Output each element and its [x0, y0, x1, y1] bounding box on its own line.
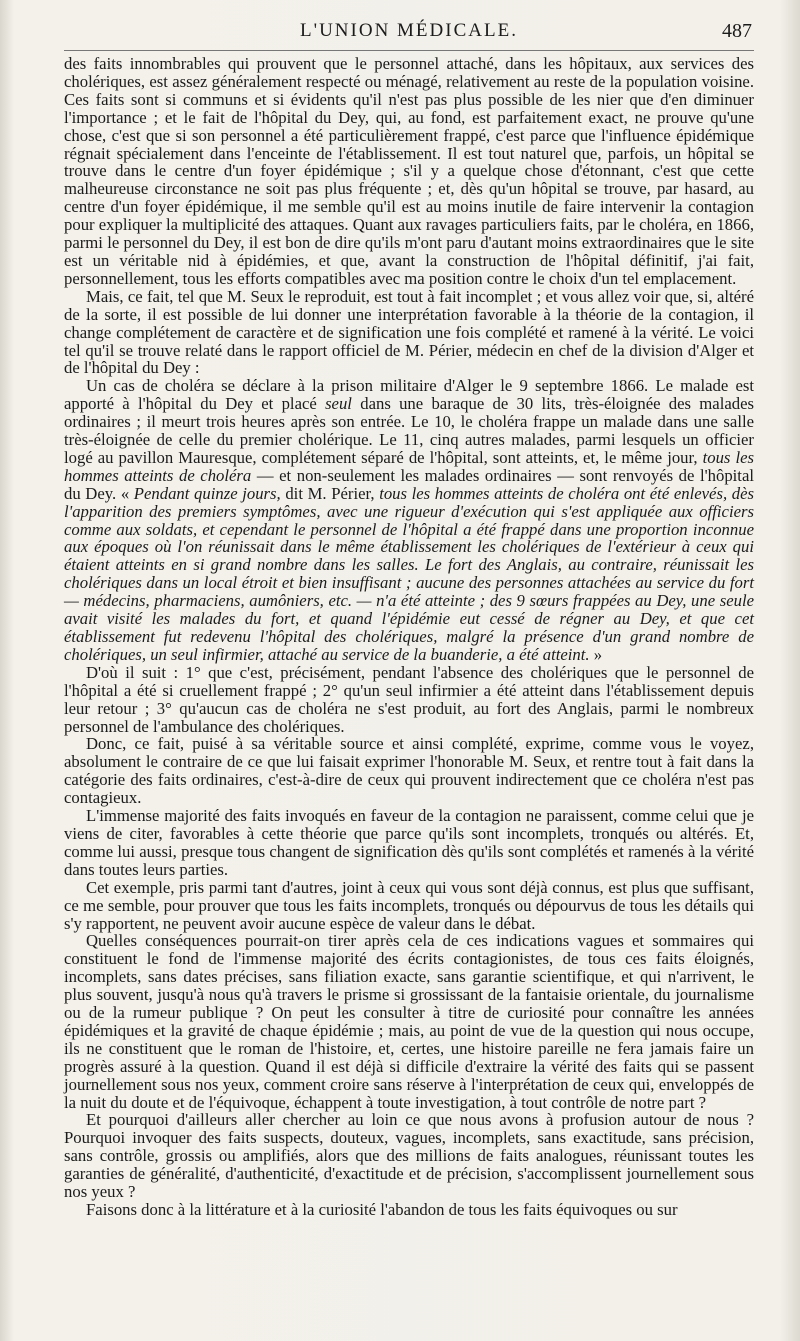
paragraph: [64, 807, 754, 879]
text-segment: Faisons donc à la littérature et à la curiosité l'abandon de tous les faits équivoques ou sur: [86, 1200, 678, 1219]
paragraph: [64, 735, 754, 807]
text-segment: dit M. Périer,: [280, 483, 380, 503]
paragraph: [64, 377, 754, 664]
text-segment: D'où il suit : 1° que c'est, précisément, pendant l'absence des cholériques que le personnel de l'hôpital a été si cruellement frappé ; 2° qu'un seul infirmier a été atteint dans l'établissement depuis leur retour ; 3° qu'aucun cas de choléra ne s'est produit, au fort des Anglais, parmi le nombreux personnel de l'ambulance des cholériques.: [64, 662, 754, 736]
running-title: L'UNION MÉDICALE.: [300, 20, 518, 41]
text-segment: Mais, ce fait, tel que M. Seux le reproduit, est tout à fait incomplet ; et vous allez voir que, si, altéré de la sorte, il est possible de lui donner une interprétation favorable à la théorie de la contagion, il change complétement de caractère et de signification une fois complété et ramené à la vérité. Le voici tel qu'il se trouve relaté dans le rapport officiel de M. Périer, médecin en chef de la division d'Alger et de l'hôpital du Dey :: [64, 286, 754, 378]
italic-text-segment: seul: [325, 394, 352, 414]
text-segment: — et non-seulement les malades ordinaires — sont renvoyés de l'hôpital du Dey. «: [64, 465, 754, 503]
text-segment: Un cas de choléra se déclare à la prison militaire d'Alger le 9 septembre 1866. Le malade est apporté à l'hôpital du Dey et placé: [64, 376, 754, 414]
running-head: [64, 20, 754, 51]
italic-text-segment: tous les hommes atteints de choléra: [64, 447, 754, 485]
text-segment: »: [589, 644, 603, 664]
text-segment: Cet exemple, pris parmi tant d'autres, joint à ceux qui vous sont déjà connus, est plus que suffisant, ce me semble, pour prouver que tous les faits incomplets, tronqués ou dépourvus de tous les détails qui s'y rapportent, ne peuvent avoir aucune espèce de valeur dans le débat.: [64, 877, 754, 933]
paragraph: [64, 664, 754, 736]
page-number: 487: [722, 20, 752, 42]
paragraph: [64, 1201, 754, 1219]
paragraph: [64, 1111, 754, 1201]
text-segment: dans une baraque de 30 lits, très-éloignée des malades ordinaires ; il meurt trois heures après son entrée. Le 10, le choléra frappe un malade dans une salle très-éloignée de celle du premier cholérique. Le 11, cinq autres malades, parmi lesquels un officier logé au pavillon Mauresque, complétement séparé de l'hôpital, sont atteints, et, le même jour,: [64, 394, 754, 467]
text-segment: Quelles conséquences pourrait-on tirer après cela de ces indications vagues et sommaires qui constituent le fond de l'immense majorité des écrits contagionistes, de tous ces faits éloignés, incomplets, sans dates précises, sans filiation exacte, sans garantie scientifique, et qui n'arrivent, le plus souvent, jusqu'à nous qu'à travers le prisme si grossissant de la fantaisie orientale, du journalisme ou de la rumeur publique ? On peut les consulter à titre de curiosité pour connaître les années épidémiques et la gravité de chaque épidémie ; mais, au point de vue de la question qui nous occupe, ils ne constituent que le roman de l'histoire, et, certes, une histoire pareille ne fera jamais faire un progrès assuré à la question. Quand il est déjà si difficile d'extraire la vérité des faits qui se passent journellement sous nos yeux, comment croire sans réserve à l'interprétation de ceux qui, enveloppés de la nuit du doute et de l'équivoque, échappent à toute investigation, à tout contrôle de notre part ?: [64, 931, 754, 1112]
italic-text-segment: Pendant quinze jours,: [133, 483, 281, 503]
text-segment: Donc, ce fait, puisé à sa véritable source et ainsi complété, exprime, comme vous le voyez, absolument le contraire de ce que lui faisait exprimer l'honorable M. Seux, et rentre tout à fait dans la catégorie des faits ordinaires, c'est-à-dire de ceux qui prouvent indirectement que ce choléra n'est pas contagieux.: [64, 734, 754, 808]
paragraph: [64, 932, 754, 1111]
text-segment: L'immense majorité des faits invoqués en faveur de la contagion ne paraissent, comme celui que je viens de citer, favorables à cette théorie que parce qu'ils sont incomplets, tronqués ou altérés. Et, comme lui aussi, presque tous changent de signification dès qu'ils sont complétés et ramenés à la vérité dans toutes leurs parties.: [64, 806, 754, 879]
paragraph: [64, 288, 754, 378]
italic-text-segment: tous les hommes atteints de choléra ont été enlevés, dès l'apparition des premiers symptômes, avec une rigueur d'exécution qui s'est appliquée aux officiers comme aux soldats, et cependant le personnel de l'hôpital a été frappé dans une proportion inconnue aux époques où l'on réunissait dans le même établissement les cholériques de l'extérieur à ceux qui étaient atteints en si grand nombre dans les salles. Le fort des Anglais, au contraire, réunissait les cholériques dans un local étroit et bien insuffisant ; aucune des personnes attachées au service du fort — médecins, pharmaciens, aumôniers, etc. — n'a été atteinte ; des 9 sœurs frappées au Dey, une seule avait visité les malades du fort, et quand l'épidémie eut cessé de régner au Dey, et que cet établissement fut redevenu l'hôpital des cholériques, malgré la présence d'un grand nombre de cholériques, un seul infirmier, attaché au service de la buanderie, a été atteint.: [64, 483, 754, 664]
text-segment: Et pourquoi d'ailleurs aller chercher au loin ce que nous avons à profusion autour de nous ? Pourquoi invoquer des faits suspects, douteux, vagues, incomplets, sans exactitude, sans précision, sans contrôle, grossis ou amplifiés, alors que des millions de faits analogues, réunissant toutes les garanties de généralité, d'authenticité, d'exactitude et de précision, s'accomplissent journellement sous nos yeux ?: [64, 1110, 754, 1202]
text-segment: des faits innombrables qui prouvent que le personnel attaché, dans les hôpitaux, aux services des cholériques, est assez généralement respecté ou ménagé, relativement au reste de la population voisine. Ces faits sont si communs et si évidents qu'il n'est pas plus possible de les nier que d'en diminuer l'importance ; et le fait de l'hôpital du Dey, qui, au fond, est parfaitement exact, ne prouve qu'une chose, c'est que si son personnel a été particulièrement frappé, c'est parce que l'influence épidémique régnait spécialement dans l'enceinte de l'établissement. Il est tout naturel que, parfois, un hôpital se trouve dans le centre d'un foyer épidémique ; s'il y a quelque chose d'étonnant, c'est que cette malheureuse circonstance ne soit pas plus fréquente ; et, dès qu'un hôpital se trouve, par hasard, au centre d'un foyer épidémique, il me semble qu'il est au moins inutile de faire intervenir la contagion pour expliquer la multiplicité des attaques. Quant aux ravages particuliers faits, par le choléra, en 1866, parmi le personnel du Dey, il est bon de dire qu'ils m'ont paru d'autant moins extraordinaires que le site est un véritable nid à épidémies, et que, avant la construction de l'hôpital définitif, j'ai fait, personnellement, tous les efforts compatibles avec ma position contre le choix d'un tel emplacement.: [64, 54, 754, 288]
article-body: [64, 55, 754, 1219]
paragraph: [64, 55, 754, 288]
paragraph: [64, 879, 754, 933]
